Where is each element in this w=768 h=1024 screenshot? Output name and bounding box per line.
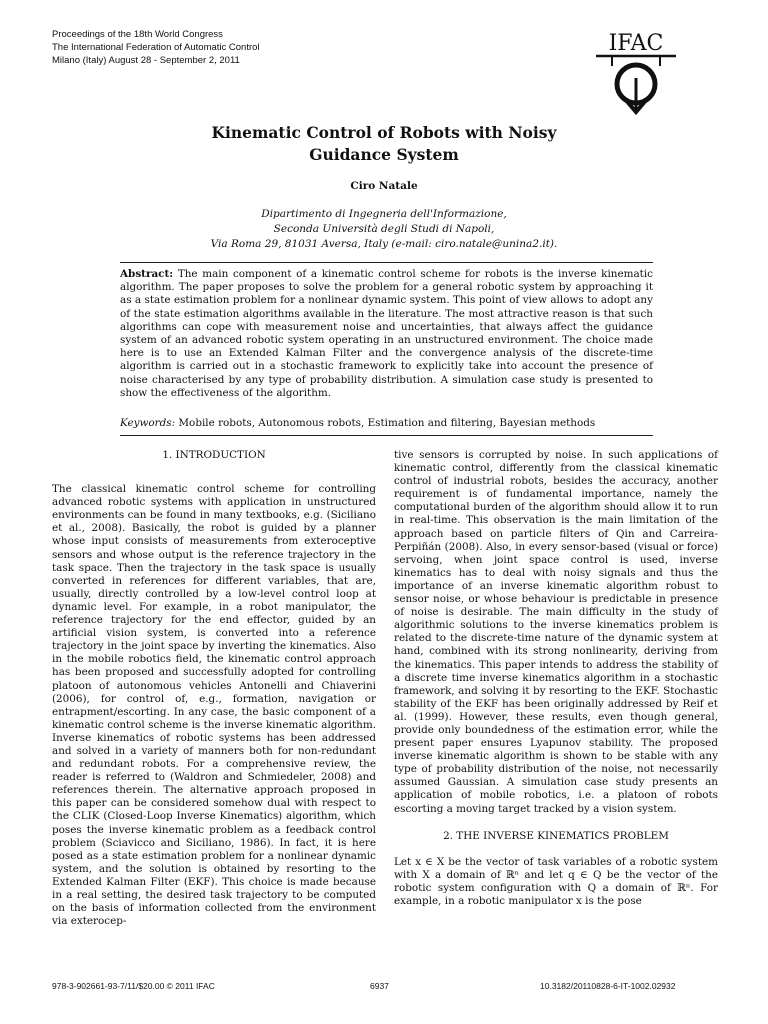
abstract-label: Abstract: — [120, 268, 174, 280]
title-line: Kinematic Control of Robots with Noisy — [211, 123, 557, 142]
conference-line: Milano (Italy) August 28 - September 2, 2011 — [52, 55, 240, 66]
section-heading: 1. INTRODUCTION — [162, 449, 266, 461]
conference-line: The International Federation of Automatic Control — [52, 42, 260, 53]
author-affiliation — [120, 207, 648, 252]
conference-line: Proceedings of the 18th World Congress — [52, 29, 223, 40]
affiliation-line: Seconda Università degli Studi di Napoli, — [273, 223, 495, 235]
footer-doi: 10.3182/20110828-6-IT-1002.02932 — [540, 981, 676, 991]
affiliation-line: Via Roma 29, 81031 Aversa, Italy (e-mail: ciro.natale@unina2.it). — [210, 238, 558, 250]
left-column — [52, 449, 376, 928]
keywords-text: Mobile robots, Autonomous robots, Estimation and filtering, Bayesian methods — [178, 417, 596, 429]
abstract — [120, 268, 653, 400]
keywords — [120, 417, 653, 430]
footer-page-number: 6937 — [370, 981, 389, 991]
abstract-bottom-rule — [120, 435, 653, 436]
abstract-text: The main component of a kinematic control scheme for robots is the inverse kinematic algorithm. The paper proposes to solve the problem for a general robotic system by approaching it as a state estimation problem for a nonlinear dynamic system. This point of view allows to adopt any of the state estimation algorithms available in the literature. The most attractive reason is that such algorithms can cope with measurement noise and uncertainties, that always affect the guidance system of an advanced robotic system operating in an unstructured environment. The choice made here is to use an Extended Kalman Filter and the convergence analysis of the discrete-time algorithm is carried out in a stochastic framework to explicitly take into account the presence of noise characterised by any type of probability distribution. A simulation case study is presented to show the effectiveness of the algorithm. — [120, 268, 653, 399]
body-paragraph: The classical kinematic control scheme for controlling advanced robotic systems with application in unstructured environments can be found in many textbooks, e.g. (Siciliano et al., 2008). Basically, the robot is guided by a planner whose input consists of measurements from exteroceptive sensors and whose output is the reference trajectory in the task space. Then the trajectory in the task space is usually converted in references for different variables, that are, usually, directly controlled by a low-level control loop at dynamic level. For example, in a robot manipulator, the reference trajectory for the end effector, guided by an artificial vision system, is converted into a reference trajectory in the joint space by inverting the kinematics. Also in the mobile robotics field, the kinematic control approach has been proposed and successfully adopted for controlling platoon of autonomous vehicles Antonelli and Chiaverini (2006), for control of, e.g., formation, navigation or entrapment/escorting. In any case, the basic component of a kinematic control scheme is the inverse kinematic algorithm. Inverse kinematics of robotic systems has been addressed and solved in a variety of manners both for non-redundant and redundant robots. For a comprehensive review, the reader is referred to (Waldron and Schmiedeler, 2008) and references therein. The alternative approach proposed in this paper can be considered somehow dual with respect to the CLIK (Closed-Loop Inverse Kinematics) algorithm, which poses the inverse kinematic problem as a feedback control problem (Sciavicco and Siciliano, 1986). In fact, it is here posed as a state estimation problem for a nonlinear dynamic system, and the solution is obtained by resorting to the Extended Kalman Filter (EKF). This choice is made because in a real setting, the desired task trajectory to be computed on the basis of information collected from the environment via exterocep- — [52, 483, 376, 928]
conference-header — [52, 28, 260, 67]
paper-title — [120, 122, 648, 166]
right-column — [394, 449, 718, 908]
section-heading: 2. THE INVERSE KINEMATICS PROBLEM — [443, 829, 669, 842]
affiliation-line: Dipartimento di Ingegneria dell'Informazione, — [261, 208, 507, 220]
author-name: Ciro Natale — [350, 180, 418, 192]
abstract-top-rule — [120, 262, 653, 263]
body-paragraph: Let x ∈ X be the vector of task variables of a robotic system with X a domain of ℝⁿ and let q ∈ Q be the vector of the robotic system configuration with Q a domain of ℝⁿ. For example, in a robotic manipulator x is the pose — [394, 855, 718, 907]
footer-isbn: 978-3-902661-93-7/11/$20.00 © 2011 IFAC — [52, 981, 215, 991]
body-paragraph: tive sensors is corrupted by noise. In such applications of kinematic control, differently from the classical kinematic control of industrial robots, besides the accuracy, another requirement is of fundamental importance, namely the computational burden of the algorithm should allow it to run in real-time. This observation is the main limitation of the approach based on particle filters of Qin and Carreira-Perpiñán (2008). Also, in every sensor-based (visual or force) servoing, when joint space control is used, inverse kinematics has to deal with noisy signals and thus the importance of an inverse kinematic algorithm robust to sensor noise, or whose behaviour is predictable in presence of noise is desirable. The main difficulty in the study of algorithmic solutions to the inverse kinematics problem is related to the discrete-time nature of the dynamic system at hand, combined with its strong nonlinearity, deriving from the kinematics. This paper intends to address the stability of a discrete time inverse kinematics algorithm in a stochastic framework, and solving it by resorting to the EKF. Stochastic stability of the EKF has been originally addressed by Reif et al. (1999). However, these results, even though general, provide only boundedness of the estimation error, while the present paper ensures Lyapunov stability. The proposed inverse kinematic algorithm is shown to be stable with any type of probability distribution of the noise, not necessarily assumed Gaussian. A simulation case study presents an application of mobile robotics, i.e. a platoon of robots escorting a moving target tracked by a vision system. — [394, 449, 718, 815]
title-line: Guidance System — [309, 145, 459, 164]
ifac-logo-text: IFAC — [608, 31, 664, 56]
keywords-label: Keywords: — [120, 417, 176, 429]
ifac-logo — [594, 26, 678, 116]
